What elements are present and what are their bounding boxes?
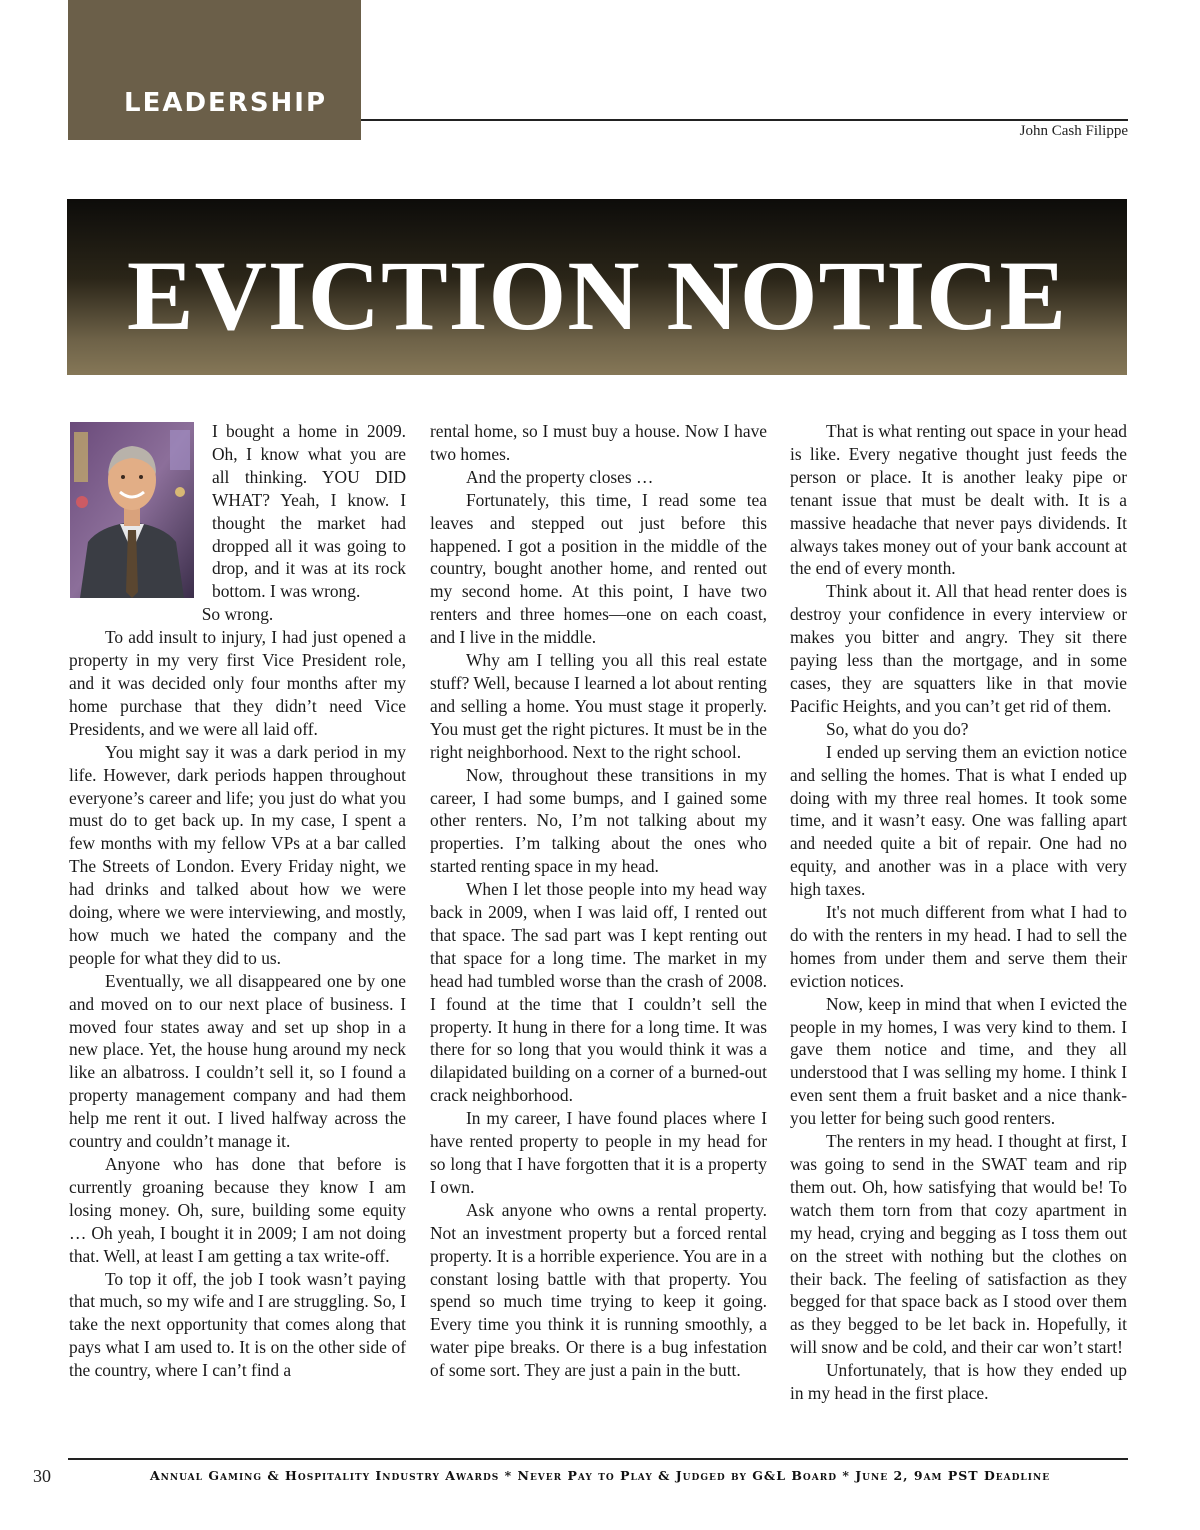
paragraph: I bought a home in 2009. Oh, I know what you are all thinking. YOU DID WHAT? Yeah, I know. I thought the market had dropped all it was going to drop, and it was at its rock bottom. I was wrong.	[212, 421, 406, 602]
paragraph: To top it off, the job I took wasn’t paying that much, so my wife and I are struggling. So, I take the next opportunity that comes along that pays what I am used to. It is on the other side of the country, where I can’t find a	[69, 1268, 406, 1381]
paragraph: Anyone who has done that before is currently groaning because they know I am losing money. Oh, sure, building some equity … Oh yeah, I bought it in 2009; I am not doing that. Well, at least I am getting a tax write-off.	[69, 1154, 406, 1266]
article-column-1	[69, 420, 406, 1382]
photo-wrap-space	[69, 420, 212, 600]
paragraph: rental home, so I must buy a house. Now I have two homes.	[430, 421, 767, 464]
paragraph: Fortunately, this time, I read some tea leaves and stepped out just before this happened. I got a position in the middle of the country, bought another home, and rented out my second home. At this point, I have two renters and three homes—one on each coast, and I live in the middle.	[430, 489, 767, 648]
paragraph: It's not much different from what I had to do with the renters in my head. I had to sell the homes from under them and serve them their eviction notices.	[790, 902, 1127, 991]
author-byline: John Cash Filippe	[1019, 123, 1128, 139]
footer-banner-text: Annual Gaming & Hospitality Industry Awards * Never Pay to Play & Judged by G&L Board * June 2, 9am PST Deadline	[149, 1468, 1051, 1483]
paragraph: And the property closes …	[466, 466, 654, 487]
paragraph: Why am I telling you all this real estate stuff? Well, because I learned a lot about renting and selling a home. You must stage it properly. You must get the right pictures. It must be in the right neighborhood. Next to the right school.	[430, 650, 767, 762]
paragraph: You might say it was a dark period in my life. However, dark periods happen throughout everyone’s career and life; you just do what you must do to get back up. In my case, I spent a few months with my fellow VPs at a bar called The Streets of London. Every Friday night, we had drinks and talked about how we were doing, where we were interviewing, and mostly, how much we hated the company and the people for what they did to us.	[69, 741, 406, 968]
paragraph: Now, throughout these transitions in my career, I had some bumps, and I gained some other renters. No, I’m not talking about my properties. I’m talking about the ones who started renting space in my head.	[430, 764, 767, 877]
paragraph: Now, keep in mind that when I evicted the people in my homes, I was very kind to them. I gave them notice and time, and they all understood that I was selling my home. I think I even sent them a fruit basket and a nice thank-you letter for being such good renters.	[790, 993, 1127, 1129]
paragraph: I ended up serving them an eviction notice and selling the homes. That is what I ended up doing with my three real homes. It took some time, and it wasn’t easy. One was falling apart and needed quite a bit of repair. One had no equity, and another was in a place with very high taxes.	[790, 741, 1127, 900]
article-column-2	[430, 420, 767, 1382]
page-number: 30	[33, 1466, 51, 1486]
paragraph: Unfortunately, that is how they ended up in my head in the first place.	[790, 1360, 1127, 1404]
paragraph: So wrong.	[201, 604, 274, 625]
title-banner	[67, 199, 1127, 375]
paragraph: Eventually, we all disappeared one by one and moved on to our next place of business. I moved four states away and set up shop in a new place. Yet, the house hung around my neck like an albatross. I couldn’t sell it, so I found a property management company and had them help me rent it out. I lived halfway across the country and couldn’t manage it.	[69, 970, 406, 1152]
paragraph: When I let those people into my head way back in 2009, when I was laid off, I rented out that space. The sad part was I kept renting out that space for a long time. The market in my head had tumbled worse than the crash of 2008. I found at the time that I couldn’t sell the property. It hung in there for a long time. It was there for so long that you would think it was a dilapidated building on a corner of a burned-out crack neighborhood.	[430, 879, 767, 1106]
article-column-3	[790, 420, 1127, 1405]
footer-rule	[68, 1458, 1128, 1460]
paragraph: In my career, I have found places where I have rented property to people in my head for so long that I have forgotten that it is a property I own.	[430, 1108, 767, 1197]
paragraph: The renters in my head. I thought at first, I was going to send in the SWAT team and rip them out. Oh, how satisfying that would be! To watch them torn from that cozy apartment in my head, crying and begging as I toss them out on the street with nothing but the clothes on their back. The feeling of satisfaction as they begged for that space back as I stood over them as they begged to be let back in. Hopefully, it will snow and be cold, and their car won’t start!	[790, 1131, 1127, 1358]
paragraph: That is what renting out space in your head is like. Every negative thought just feeds the person or place. It is another leaky pipe or tenant issue that must be dealt with. It is a massive headache that never pays dividends. It always takes money out of your bank account at the end of every month.	[790, 421, 1127, 579]
article-title: EVICTION NOTICE	[126, 240, 1068, 351]
paragraph: Think about it. All that head renter does is destroy your confidence in every interview or makes you bitter and angry. They sit there paying less than the mortgage, and in some cases, they are squatters like in that movie Pacific Heights, and you can’t get rid of them.	[790, 581, 1127, 716]
section-label: LEADERSHIP	[124, 88, 328, 118]
paragraph: So, what do you do?	[826, 718, 969, 739]
top-rule	[361, 119, 1128, 121]
paragraph: Ask anyone who owns a rental property. Not an investment property but a forced rental property. It is a horrible experience. You are in a constant losing battle with that property. You spend so much time trying to keep it going. Every time you think it is running smoothly, a water pipe breaks. Or there is a bug infestation of some sort. They are just a pain in the butt.	[430, 1199, 767, 1381]
paragraph: To add insult to injury, I had just opened a property in my very first Vice President role, and it was decided only four months after my home purchase that they didn’t need Vice Presidents, and we were all laid off.	[69, 627, 406, 739]
